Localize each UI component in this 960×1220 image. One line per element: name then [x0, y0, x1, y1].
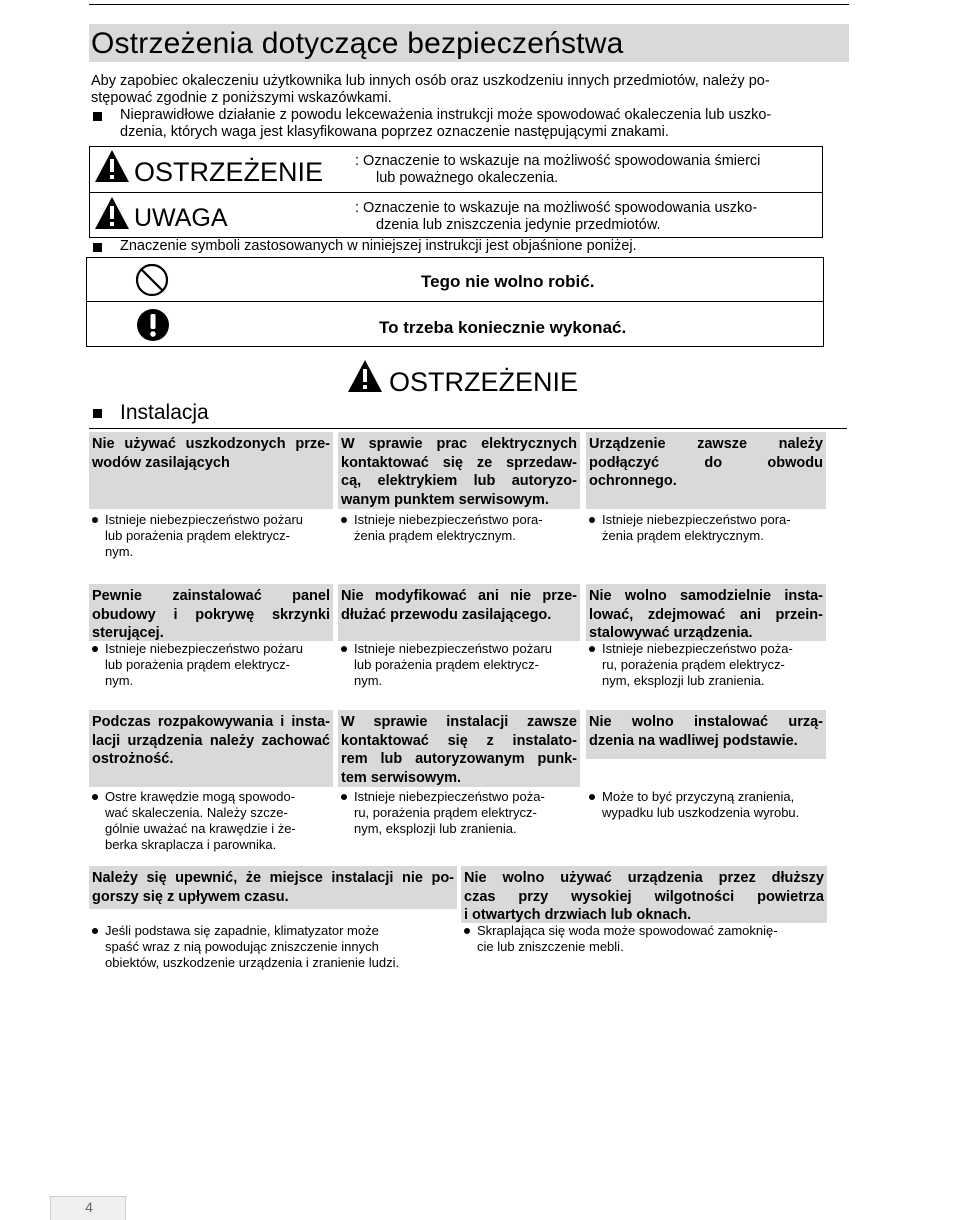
section-title: Instalacja	[120, 401, 209, 424]
divider	[87, 301, 823, 302]
bullet-dot-icon	[341, 517, 347, 523]
card-heading	[89, 584, 333, 641]
card-body-line: Istnieje niebezpieczeństwo pożaru	[354, 641, 553, 656]
title-bar	[89, 24, 849, 62]
top-rule	[89, 4, 849, 5]
card-bullet	[588, 641, 828, 689]
divider	[90, 192, 822, 193]
card-heading-line: sterującej.	[92, 625, 164, 641]
intro-bullet-line: dzenia, których waga jest klasyfikowana poprzez oznaczenie następującymi znakami.	[120, 124, 669, 140]
bullet-dot-icon	[341, 794, 347, 800]
card-body-line: Istnieje niebezpieczeństwo poża-	[602, 641, 793, 656]
card-body-line: wać skaleczenia. Należy szcze-	[105, 805, 288, 820]
warning-signal-word: OSTRZEŻENIE	[134, 157, 324, 187]
card-heading-line: i otwartych drzwiach lub oknach.	[464, 907, 692, 923]
card-heading	[338, 584, 580, 641]
card-heading	[461, 866, 827, 923]
symbols-intro: Znaczenie symboli zastosowanych w niniejszej instrukcji jest objaśnione poniżej.	[120, 238, 637, 254]
signal-words-table	[89, 146, 823, 238]
bullet-dot-icon	[341, 646, 347, 652]
card-heading-line: Nie wolno używać urządzenia przez dłuższy	[464, 870, 824, 886]
card-heading-line: obudowy i pokrywę skrzynki	[92, 606, 330, 623]
section-rule	[89, 428, 847, 429]
mandatory-action-icon	[137, 309, 169, 341]
card-bullet	[340, 641, 582, 689]
symbols-table	[86, 257, 824, 347]
card-heading-line: W sprawie instalacji zawsze	[341, 714, 577, 730]
card-body-line: cie lub zniszczenie mebli.	[477, 939, 624, 954]
card-bullet	[588, 512, 828, 544]
warning-triangle-icon	[347, 359, 383, 393]
mandatory-label: To trzeba koniecznie wykonać.	[379, 318, 627, 337]
intro-bullet	[120, 107, 850, 141]
caution-desc-line: dzenia lub zniszczenia jedynie przedmiotów.	[376, 217, 661, 233]
card-heading-line: dłużać przewodu zasilającego.	[341, 606, 552, 623]
card-heading-line: wodów zasilających	[92, 454, 230, 471]
card-heading-line: podłączyć do obwodu	[589, 454, 823, 471]
card-heading	[89, 710, 333, 787]
card-body-line: nym.	[105, 673, 134, 688]
card-body-line: nym, eksplozji lub zranienia.	[602, 673, 765, 688]
warning-desc-line: : Oznaczenie to wskazuje na możliwość spowodowania śmierci	[355, 153, 761, 169]
card-bullet	[91, 789, 335, 853]
card-body-line: Istnieje niebezpieczeństwo pożaru	[105, 641, 304, 656]
card-body-line: Istnieje niebezpieczeństwo poża-	[354, 789, 545, 804]
card-heading-line: cą, elektrykiem lub autoryzo-	[341, 473, 577, 489]
warning-description	[355, 153, 760, 187]
bullet-dot-icon	[589, 646, 595, 652]
card-heading-line: Pewnie zainstalować panel	[92, 588, 330, 604]
card-body-line: lub porażenia prądem elektrycz-	[354, 657, 539, 672]
warning-triangle-icon	[94, 149, 130, 183]
card-heading-line: lować, zdejmować ani przein-	[589, 606, 823, 623]
page-number: 4	[85, 1199, 93, 1215]
card-bullet	[91, 512, 335, 560]
card-body-line: Jeśli podstawa się zapadnie, klimatyzator może	[105, 923, 379, 938]
card-heading	[338, 432, 580, 509]
card-body-line: Może to być przyczyną zranienia,	[602, 789, 795, 804]
caution-triangle-icon	[94, 196, 130, 230]
card-heading	[89, 432, 333, 509]
card-body-line: lub porażenia prądem elektrycz-	[105, 657, 290, 672]
intro-bullet-line: Nieprawidłowe działanie z powodu lekceważenia instrukcji może spowodować okaleczenia lub uszko-	[120, 107, 772, 123]
card-heading-line: Nie wolno instalować urzą-	[589, 714, 823, 730]
bullet-dot-icon	[464, 928, 470, 934]
card-bullet	[588, 789, 828, 821]
card-heading-line: ochronnego.	[589, 473, 677, 489]
intro-line: Aby zapobiec okaleczeniu użytkownika lub innych osób oraz uszkodzeniu innych przedmiotów, należy po-	[91, 73, 770, 89]
caution-signal-word: UWAGA	[134, 204, 228, 232]
card-heading-line: kontaktować się z instalato-	[341, 732, 577, 749]
card-bullet	[340, 512, 582, 544]
card-heading	[338, 710, 580, 787]
caution-desc-line: : Oznaczenie to wskazuje na możliwość spowodowania uszko-	[355, 200, 758, 216]
card-body-line: żenia prądem elektrycznym.	[602, 528, 764, 543]
bullet-dot-icon	[589, 517, 595, 523]
card-body-line: gólnie uważać na krawędzie i że-	[105, 821, 296, 836]
card-heading	[89, 866, 457, 909]
card-heading-line: Nie wolno samodzielnie insta-	[589, 588, 823, 604]
caution-description	[355, 200, 757, 234]
card-heading	[586, 584, 826, 641]
card-heading-line: Urządzenie zawsze należy	[589, 436, 823, 452]
card-bullet	[91, 641, 335, 689]
prohibited-icon	[135, 263, 169, 297]
card-bullet	[340, 789, 582, 837]
prohibited-label: Tego nie wolno robić.	[421, 272, 595, 291]
card-body-line: Istnieje niebezpieczeństwo pora-	[602, 512, 791, 527]
card-body-line: spaść wraz z nią powodując zniszczenie innych	[105, 939, 379, 954]
card-body-line: nym, eksplozji lub zranienia.	[354, 821, 517, 836]
card-heading-line: rem lub autoryzowanym punk-	[341, 751, 577, 767]
card-heading	[586, 710, 826, 759]
bullet-dot-icon	[92, 517, 98, 523]
card-body-line: Ostre krawędzie mogą spowodo-	[105, 789, 296, 804]
card-body-line: Istnieje niebezpieczeństwo pożaru	[105, 512, 304, 527]
card-body-line: nym.	[354, 673, 383, 688]
card-body-line: Skraplająca się woda może spowodować zamoknię-	[477, 923, 778, 938]
card-bullet	[463, 923, 829, 955]
bullet-dot-icon	[92, 794, 98, 800]
section-warning-heading: OSTRZEŻENIE	[389, 367, 579, 397]
card-body-line: nym.	[105, 544, 134, 559]
card-heading-line: Podczas rozpakowywania i insta-	[92, 714, 330, 730]
card-bullet	[91, 923, 459, 971]
card-body-line: wypadku lub uszkodzenia wyrobu.	[602, 805, 800, 820]
bullet-dot-icon	[92, 646, 98, 652]
card-heading-line: lacji urządzenia należy zachować	[92, 732, 330, 749]
card-body-line: berka skraplacza i parownika.	[105, 837, 277, 852]
square-bullet-icon	[93, 243, 102, 252]
card-body-line: obiektów, uszkodzenie urządzenia i zranienie ludzi.	[105, 955, 400, 970]
card-body-line: żenia prądem elektrycznym.	[354, 528, 516, 543]
card-body-line: Istnieje niebezpieczeństwo pora-	[354, 512, 543, 527]
card-heading-line: ostrożność.	[92, 751, 174, 767]
square-bullet-icon	[93, 112, 102, 121]
intro-paragraph	[91, 73, 851, 107]
card-heading-line: gorszy się z upływem czasu.	[92, 888, 289, 905]
card-heading-line: czas przy wysokiej wilgotności powietrza	[464, 888, 824, 905]
card-heading-line: stalowywać urządzenia.	[589, 625, 753, 641]
card-heading-line: kontaktować się ze sprzedaw-	[341, 454, 577, 471]
bullet-dot-icon	[92, 928, 98, 934]
card-heading-line: W sprawie prac elektrycznych	[341, 436, 577, 452]
square-bullet-icon	[93, 409, 102, 418]
page-number-tab	[50, 1196, 126, 1220]
card-heading	[586, 432, 826, 509]
page-title: Ostrzeżenia dotyczące bezpieczeństwa	[91, 27, 624, 60]
card-body-line: lub porażenia prądem elektrycz-	[105, 528, 290, 543]
card-heading-line: wanym punktem serwisowym.	[341, 491, 549, 508]
card-heading-line: Należy się upewnić, że miejsce instalacji nie po-	[92, 870, 454, 886]
intro-line: stępować zgodnie z poniższymi wskazówkami.	[91, 90, 392, 106]
card-heading-line: dzenia na wadliwej podstawie.	[589, 732, 798, 749]
card-heading-line: tem serwisowym.	[341, 769, 462, 786]
card-heading-line: Nie używać uszkodzonych prze-	[92, 436, 330, 452]
card-body-line: ru, porażenia prądem elektrycz-	[354, 805, 537, 820]
card-body-line: ru, porażenia prądem elektrycz-	[602, 657, 785, 672]
bullet-dot-icon	[589, 794, 595, 800]
card-heading-line: Nie modyfikować ani nie prze-	[341, 588, 577, 604]
warning-desc-line: lub poważnego okaleczenia.	[376, 170, 559, 186]
